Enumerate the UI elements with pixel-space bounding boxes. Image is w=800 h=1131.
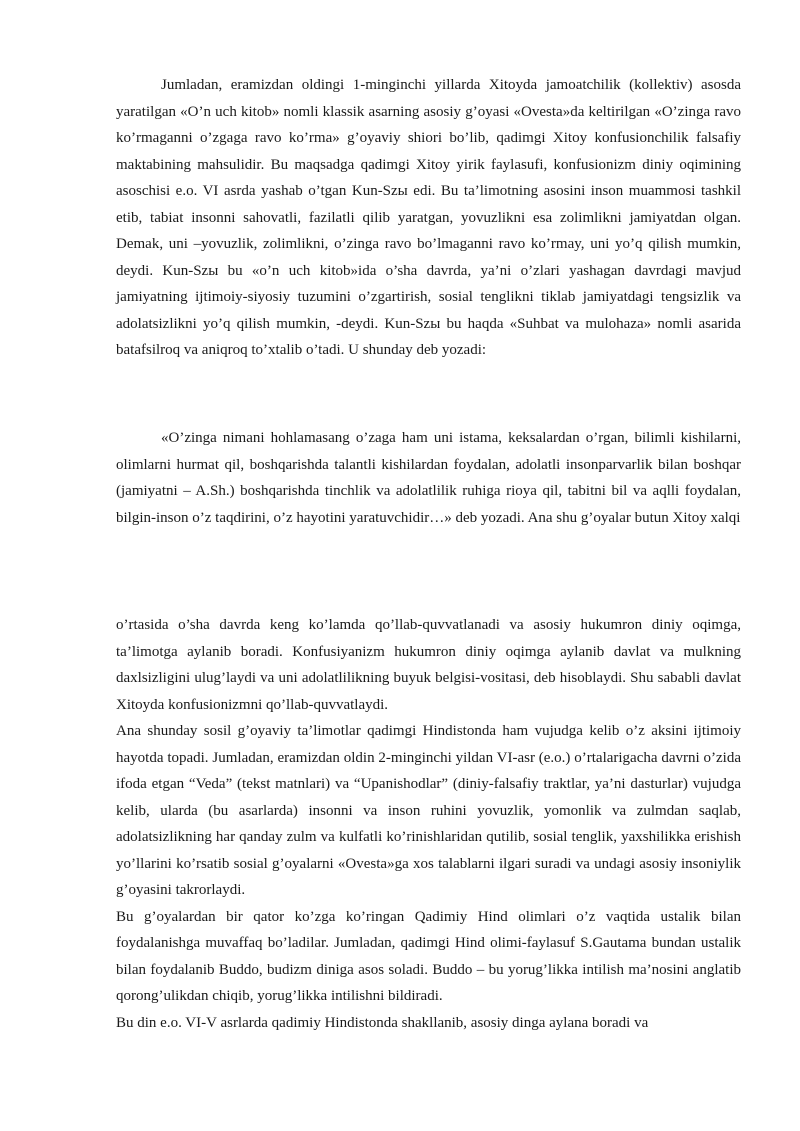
paragraph-confucianism-intro: Jumladan, eramizdan oldingi 1-minginchi yillarda Xitoyda jamoatchilik (kollektiv) asosda yaratilgan «O’n uch kitob» nomli klassik asarning asosiy g’oyasi «Ovesta»da keltirilgan «O’zinga ravo ko’rmaganni o’zgaga ravo ko’rma» g’oyaviy shiori bo’lib, qadimgi Xitoy konfusionchilik falsafiy maktabining mahsulidir. Bu maqsadga qadimgi Xitoy yirik faylasufi, konfusionizm diniy oqimining asoschisi e.o. VI asrda yashab o’tgan Kun-Szы edi. Bu ta’limotning asosini inson muammosi tashkil etib, tabiat insonni sahovatli, fazilatli qilib yaratgan, yovuzlikni esa zolimlikni jamiyatdan olgan. Demak, uni –yovuzlik, zolimlikni, o’zinga ravo bo’lmaganni ravo ko’rmay, uni yo’q qilish mumkin, deydi. Kun-Szы bu «o’n uch kitob»ida o’sha davrda, ya’ni o’zlari yashagan davrdagi mavjud jamiyatning ijtimoiy-siyosiy tuzumini o’zgartirish, sosial tenglikni tiklab jamiyatdagi tengsizlik va adolatsizlikni yo’q qilish mumkin, -deydi. Kun-Szы bu haqda «Suhbat va mulohaza» nomli asarida batafsilroq va aniqroq to’xtalib o’tadi. U shunday deb yozadi: (116, 77, 741, 358)
text-segment-confucianism-state: o’rtasida o’sha davrda keng ko’lamda qo’llab-quvvatlanadi va asosiy hukumron diniy oqimga, ta’limotga aylanib boradi. Konfusiyanizm hukumron diniy oqimga aylanib davlat va mulkning daxlsizligini ulug’laydi va uni adolatlilikning buyuk belgisi-vositasi, deb hisoblaydi. Shu sababli davlat Xitoyda konfusionizmni qo’llab-quvvatlaydi. (116, 617, 741, 713)
paragraph-continuation (116, 612, 741, 1036)
text-segment-buddhism-formation: Bu din e.o. VI-V asrlarda qadimiy Hindistonda shakllanib, asosiy dinga aylana boradi va (116, 1014, 649, 1031)
text-segment-buddha: Bu g’oyalardan bir qator ko’zga ko’ringan Qadimiy Hind olimlari o’z vaqtida ustalik bilan foydalanishga muvaffaq bo’ladilar. Jumladan, qadimgi Hind olimi-faylasuf S.Gautama bundan ustalik bilan foydalanib Buddo, budizm diniga asos soladi. Buddo – bu yorug’likka intilish ma’nosini anglatib qorong’ulikdan chiqib, yorug’likka intilishni bildiradi. (116, 908, 741, 1004)
paragraph-quote: «O’zinga nimani hohlamasang o’zaga ham uni istama, keksalardan o’rgan, bilimli kishilarni, olimlarni hurmat qil, boshqarishda talantli kishilardan foydalan, adolatli insonparvarlik bilan boshqar (jamiyatni – A.Sh.) boshqarishda tinchlik va adolatlilik ruhiga rioya qil, tabitni bil va aqlli foydalan, bilgin-inson o’z taqdirini, o’z hayotini yaratuvchidir…» deb yozadi. Ana shu g’oyalar butun Xitoy xalqi (116, 430, 741, 526)
text-segment-veda-upanishads: Ana shunday sosil g’oyaviy ta’limotlar qadimgi Hindistonda ham vujudga kelib o’z aksini ijtimoiy hayotda topadi. Jumladan, eramizdan oldin 2-minginchi yildan VI-asr (e.o.) o’rtalarigacha davrni o’zida ifoda etgan “Veda” (tekst matnlari) va “Upanishodlar” (diniy-falsafiy traktlar, ya’ni dasturlar) vujudga kelib, ularda (bu asarlarda) insonni va inson ruhini yovuzlik, yomonlik va zulmdan saqlab, adolatsizlikning har qanday zulm va kulfatli ko’rinishlaridan qutilib, sosial tenglik, yaxshilikka erishish yo’llarini ko’rsatib sosial g’oyalarni «Ovesta»ga xos talablarni ilgari suradi va undagi asosiy insoniylik g’oyasini takrorlaydi. (116, 723, 741, 898)
